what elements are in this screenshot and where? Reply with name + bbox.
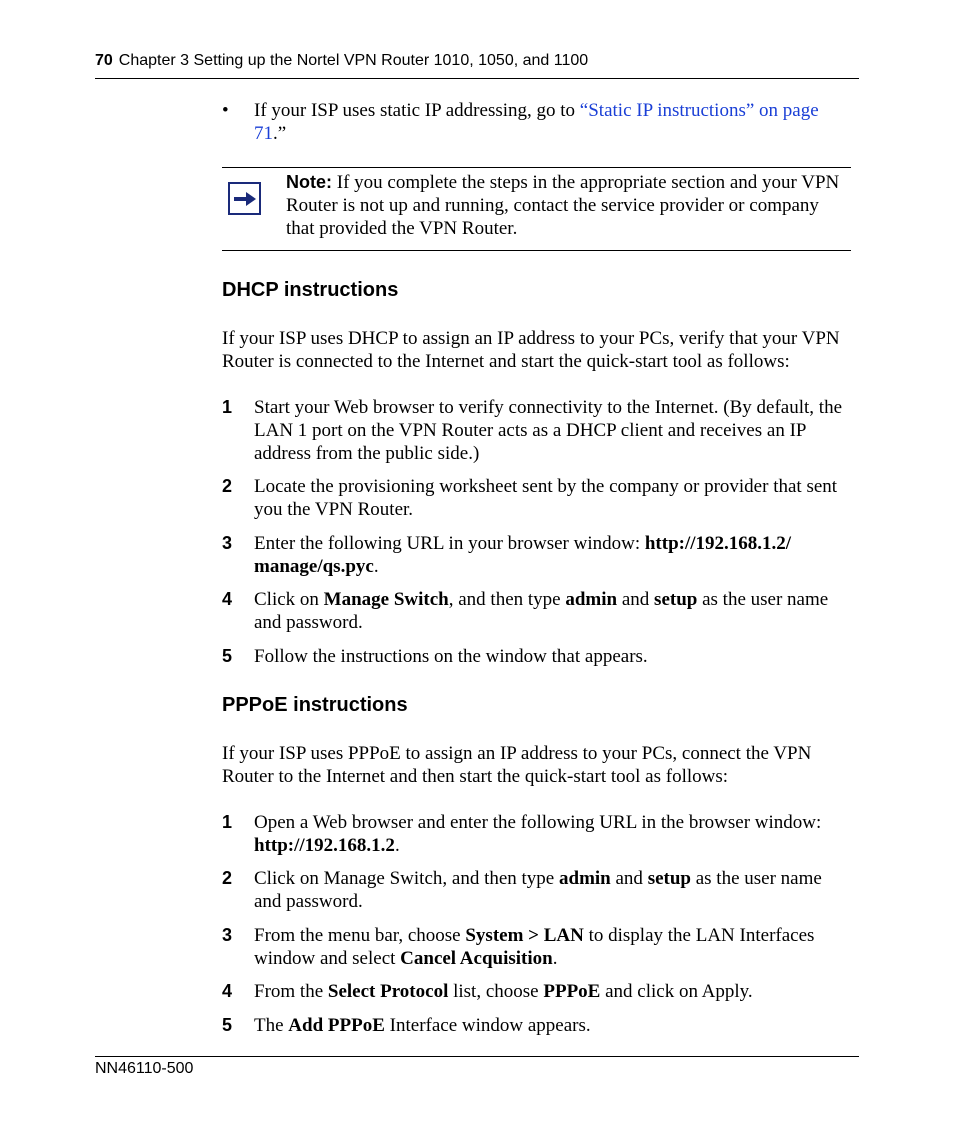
footer-rule <box>95 1056 859 1057</box>
step-text <box>254 867 844 913</box>
step-text-part: Click on <box>254 589 324 610</box>
bullet-text-after: .” <box>273 123 287 144</box>
step-text-part: and <box>617 589 655 610</box>
step-number: 2 <box>222 868 233 888</box>
step-text-part: Interface window appears. <box>384 1015 591 1036</box>
step-text <box>254 396 858 465</box>
step-bold-text: Manage Switch <box>323 589 449 610</box>
static-ip-link[interactable]: “Static IP instructions” on page 71 <box>254 100 819 144</box>
step-text-part: , and then type <box>448 589 566 610</box>
step-number: 1 <box>222 397 233 417</box>
note-label: Note: <box>286 172 332 192</box>
step-bold-text: admin <box>565 589 618 610</box>
dhcp-heading: DHCP instructions <box>222 279 399 301</box>
step-number: 5 <box>222 1015 233 1035</box>
pppoe-heading: PPPoE instructions <box>222 694 408 716</box>
step-text-part: Locate the provisioning worksheet sent by the company or provider that sent you the VPN Router. <box>254 476 838 520</box>
chapter-title: Chapter 3 Setting up the Nortel VPN Router 1010, 1050, and 1100 <box>118 52 589 69</box>
step-number: 4 <box>222 981 233 1001</box>
pppoe-intro: If your ISP uses PPPoE to assign an IP address to your PCs, connect the VPN Router to the Internet and then start the quick-start tool as follows: <box>222 743 812 787</box>
step-number: 1 <box>222 812 233 832</box>
step-bold-text: PPPoE <box>543 981 601 1002</box>
step-text <box>254 1014 858 1037</box>
step-text-part: as the user name and password. <box>254 589 829 633</box>
running-header <box>95 52 588 70</box>
step-bold-text: System > LAN <box>465 925 584 946</box>
step-bold-text: http://192.168.1.2 <box>254 835 395 856</box>
step-number: 3 <box>222 925 233 945</box>
step-text <box>254 475 858 521</box>
note-text <box>286 171 852 240</box>
bullet-text-before: If your ISP uses static IP addressing, go to <box>254 100 580 121</box>
step-text-part: . <box>394 835 400 856</box>
step-bold-text: setup <box>647 868 691 889</box>
step-bold-text: Cancel Acquisition <box>400 948 553 969</box>
step-text <box>254 980 858 1003</box>
step-text <box>254 924 844 970</box>
bullet-item <box>254 99 834 145</box>
step-number: 4 <box>222 589 233 609</box>
step-text-part: list, choose <box>448 981 544 1002</box>
dhcp-intro: If your ISP uses DHCP to assign an IP address to your PCs, verify that your VPN Router is connected to the Internet and start the quick-start tool as follows: <box>222 328 840 372</box>
step-text-part: Enter the following URL in your browser window: <box>254 533 645 554</box>
page-number: 70 <box>95 52 113 69</box>
step-text-part: From the menu bar, choose <box>254 925 466 946</box>
step-number: 3 <box>222 533 233 553</box>
step-text <box>254 645 858 668</box>
step-text-part: Open a Web browser and enter the following URL in the browser window: <box>254 812 822 833</box>
note-top-rule <box>222 167 851 168</box>
step-text-part: and click on Apply. <box>600 981 753 1002</box>
step-bold-text: setup <box>654 589 698 610</box>
step-bold-text: http://192.168.1.2/ manage/qs.pyc <box>254 533 792 577</box>
step-text-part: . <box>552 948 558 969</box>
step-bold-text: admin <box>559 868 611 889</box>
note-body: If you complete the steps in the appropriate section and your VPN Router is not up and running, contact the service provider or company that provided the VPN Router. <box>286 172 840 239</box>
arrow-right-icon <box>228 182 261 215</box>
step-number: 2 <box>222 476 233 496</box>
header-rule <box>95 78 859 79</box>
step-text-part: . <box>373 556 379 577</box>
step-bold-text: Select Protocol <box>327 981 449 1002</box>
step-text-part: Click on Manage Switch, and then type <box>254 868 559 889</box>
step-text-part: Start your Web browser to verify connectivity to the Internet. (By default, the LAN 1 port on the VPN Router acts as a DHCP client and receives an IP address from the public side.) <box>254 397 843 464</box>
step-text-part: The <box>254 1015 289 1036</box>
step-text <box>254 588 854 634</box>
bullet-marker: • <box>222 100 229 121</box>
step-number: 5 <box>222 646 233 666</box>
step-text-part: as the user name and password. <box>254 868 822 912</box>
doc-number: NN46110-500 <box>95 1060 194 1077</box>
note-bottom-rule <box>222 250 851 251</box>
step-text-part: and <box>610 868 648 889</box>
step-bold-text: Add PPPoE <box>288 1015 385 1036</box>
step-text <box>254 532 814 578</box>
step-text <box>254 811 844 857</box>
step-text-part: Follow the instructions on the window that appears. <box>254 646 648 667</box>
step-text-part: to display the LAN Interfaces window and select <box>254 925 815 969</box>
step-text-part: From the <box>254 981 328 1002</box>
